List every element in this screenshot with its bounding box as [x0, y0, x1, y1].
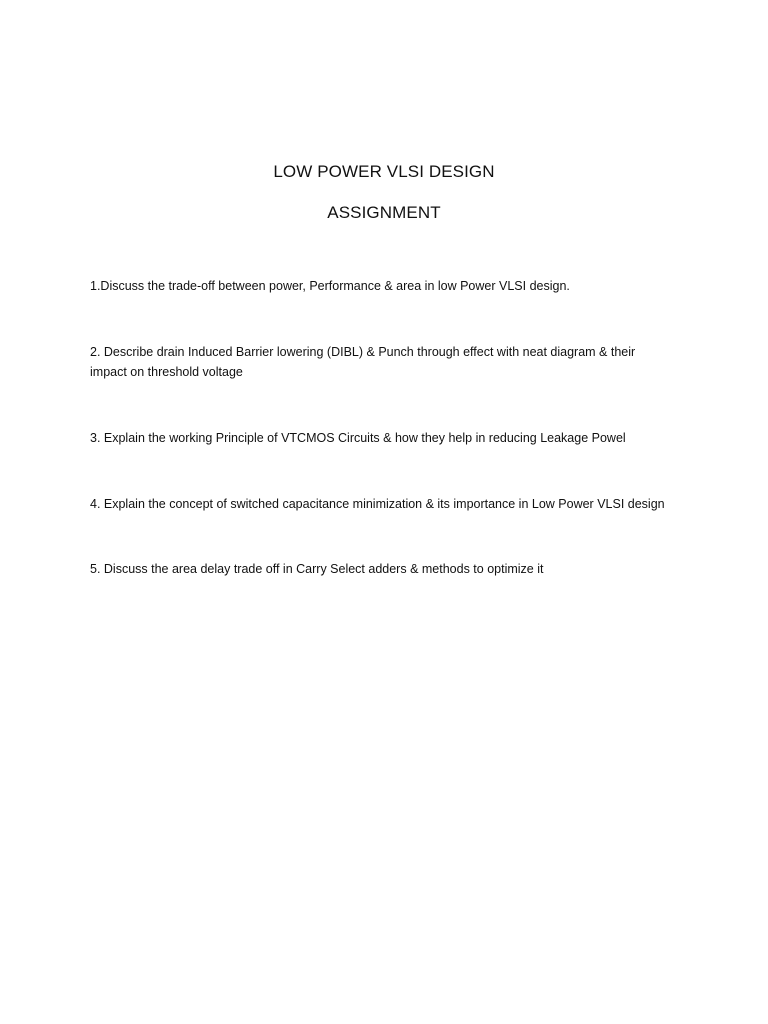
question-item-2: 2. Describe drain Induced Barrier lowering (DIBL) & Punch through effect with neat diagram & their impact on threshold voltage: [90, 345, 636, 379]
question-item-5: 5. Discuss the area delay trade off in Carry Select adders & methods to optimize it: [90, 562, 544, 576]
document-title: LOW POWER VLSI DESIGN: [273, 162, 495, 181]
document-subtitle: ASSIGNMENT: [327, 203, 441, 222]
question-item-3: 3. Explain the working Principle of VTCMOS Circuits & how they help in reducing Leakage Powel: [90, 431, 626, 445]
question-item-1: 1.Discuss the trade-off between power, Performance & area in low Power VLSI design.: [90, 279, 570, 293]
question-item-4: 4. Explain the concept of switched capacitance minimization & its importance in Low Power VLSI design: [90, 497, 665, 511]
